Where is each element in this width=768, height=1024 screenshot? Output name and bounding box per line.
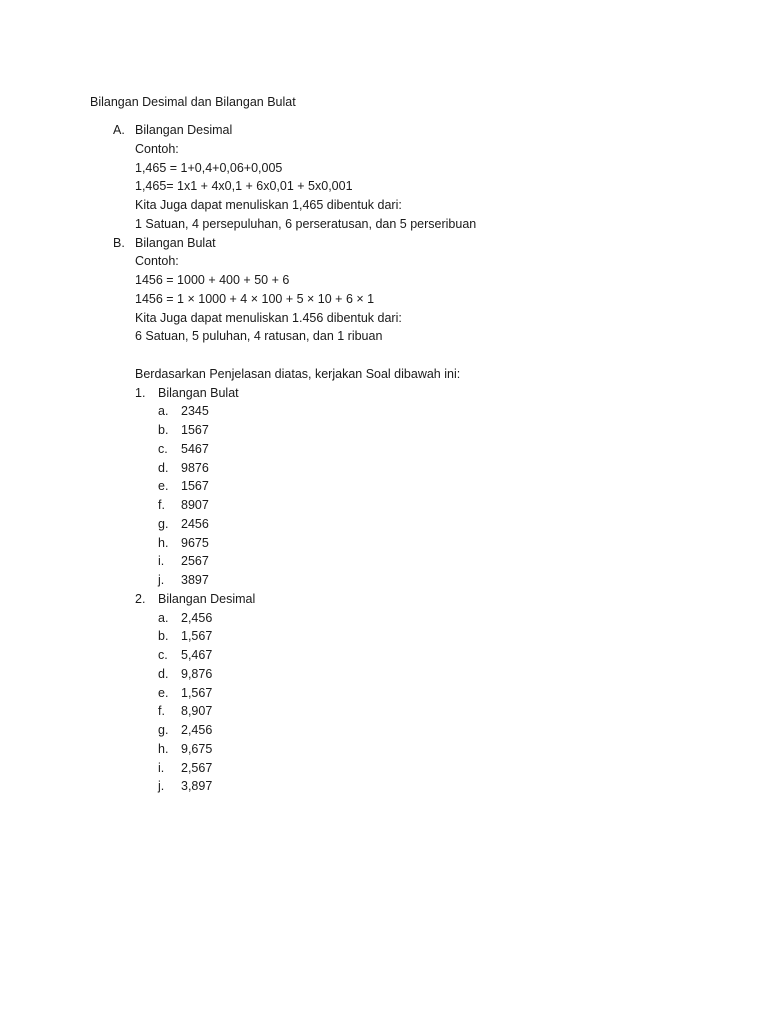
document-title: Bilangan Desimal dan Bilangan Bulat	[90, 95, 296, 109]
exercise-2-item	[90, 684, 730, 703]
item-letter: g.	[158, 516, 169, 531]
item-letter: c.	[158, 441, 168, 456]
item-letter: d.	[158, 666, 169, 681]
section-a-line: Contoh:	[135, 141, 179, 156]
exercise-2-heading	[90, 590, 730, 609]
item-value: 3,897	[181, 779, 213, 794]
item-letter: i.	[158, 554, 165, 569]
section-b-line: 1456 = 1 × 1000 + 4 × 100 + 5 × 10 + 6 × 1	[135, 291, 375, 306]
instruction-text: Berdasarkan Penjelasan diatas, kerjakan Soal dibawah ini:	[135, 366, 461, 381]
exercise-1-item	[90, 496, 730, 515]
exercise-1-item	[90, 552, 730, 571]
section-a-line: 1,465= 1x1 + 4x0,1 + 6x0,01 + 5x0,001	[135, 179, 353, 194]
item-value: 8907	[181, 498, 209, 512]
exercise-2-item	[90, 665, 730, 684]
section-b-line: 6 Satuan, 5 puluhan, 4 ratusan, dan 1 ribuan	[135, 329, 383, 344]
section-b-line: Kita Juga dapat menuliskan 1.456 dibentuk dari:	[135, 310, 402, 325]
item-letter: f.	[158, 498, 165, 512]
section-b-title: Bilangan Bulat	[135, 235, 216, 250]
item-value: 9,675	[181, 741, 213, 756]
exercise-2-number: 2.	[135, 591, 146, 606]
item-letter: e.	[158, 685, 169, 700]
exercise-2-item	[90, 759, 730, 778]
exercise-1-title: Bilangan Bulat	[158, 385, 239, 400]
item-value: 9,876	[181, 666, 213, 681]
exercise-2-item	[90, 740, 730, 759]
item-letter: a.	[158, 404, 169, 419]
exercise-1-item	[90, 402, 730, 421]
section-a-marker: A.	[113, 123, 125, 137]
item-value: 2,567	[181, 760, 213, 775]
item-value: 5467	[181, 441, 209, 456]
item-value: 2,456	[181, 610, 213, 625]
exercise-2-item	[90, 646, 730, 665]
section-b-heading	[90, 234, 730, 253]
item-letter: i.	[158, 760, 165, 775]
item-value: 2,456	[181, 723, 213, 737]
section-a-line: 1,465 = 1+0,4+0,06+0,005	[135, 160, 283, 175]
item-value: 2345	[181, 404, 209, 419]
blank-line	[90, 346, 730, 365]
exercise-2-title: Bilangan Desimal	[158, 591, 256, 606]
exercise-2-item	[90, 609, 730, 628]
item-value: 5,467	[181, 648, 213, 662]
item-value: 1,567	[181, 629, 213, 644]
item-letter: d.	[158, 460, 169, 475]
section-a-title: Bilangan Desimal	[135, 123, 233, 137]
document-body	[90, 121, 730, 796]
item-letter: j.	[158, 573, 165, 587]
item-letter: c.	[158, 648, 168, 662]
item-value: 1567	[181, 423, 209, 437]
item-value: 2456	[181, 516, 209, 531]
item-letter: j.	[158, 779, 165, 794]
item-letter: a.	[158, 610, 169, 625]
item-value: 9876	[181, 460, 209, 475]
exercise-2-item	[90, 777, 730, 796]
exercise-2-item	[90, 627, 730, 646]
section-b-line: 1456 = 1000 + 400 + 50 + 6	[135, 273, 290, 287]
item-letter: e.	[158, 479, 169, 494]
exercise-2-item	[90, 721, 730, 740]
item-letter: h.	[158, 741, 169, 756]
exercise-1-item	[90, 459, 730, 478]
item-letter: b.	[158, 423, 169, 437]
section-b-line: Contoh:	[135, 254, 179, 269]
section-b-marker: B.	[113, 235, 125, 250]
exercise-1-number: 1.	[135, 385, 146, 400]
section-a-heading	[90, 121, 730, 140]
item-letter: h.	[158, 535, 169, 550]
item-letter: b.	[158, 629, 169, 644]
exercise-2-item	[90, 702, 730, 721]
exercise-1-item	[90, 440, 730, 459]
item-value: 2567	[181, 554, 209, 569]
item-letter: f.	[158, 704, 165, 719]
item-value: 9675	[181, 535, 209, 550]
item-value: 1,567	[181, 685, 213, 700]
item-letter: g.	[158, 723, 169, 737]
exercise-1-item	[90, 534, 730, 553]
exercise-1-item	[90, 571, 730, 590]
section-a-line: Kita Juga dapat menuliskan 1,465 dibentuk dari:	[135, 198, 402, 212]
exercise-1-item	[90, 515, 730, 534]
item-value: 3897	[181, 573, 209, 587]
section-a-line: 1 Satuan, 4 persepuluhan, 6 perseratusan, dan 5 perseribuan	[135, 216, 477, 231]
exercise-1-item	[90, 421, 730, 440]
item-value: 1567	[181, 479, 209, 494]
item-value: 8,907	[181, 704, 213, 719]
exercise-1-heading	[90, 384, 730, 403]
exercise-1-item	[90, 477, 730, 496]
